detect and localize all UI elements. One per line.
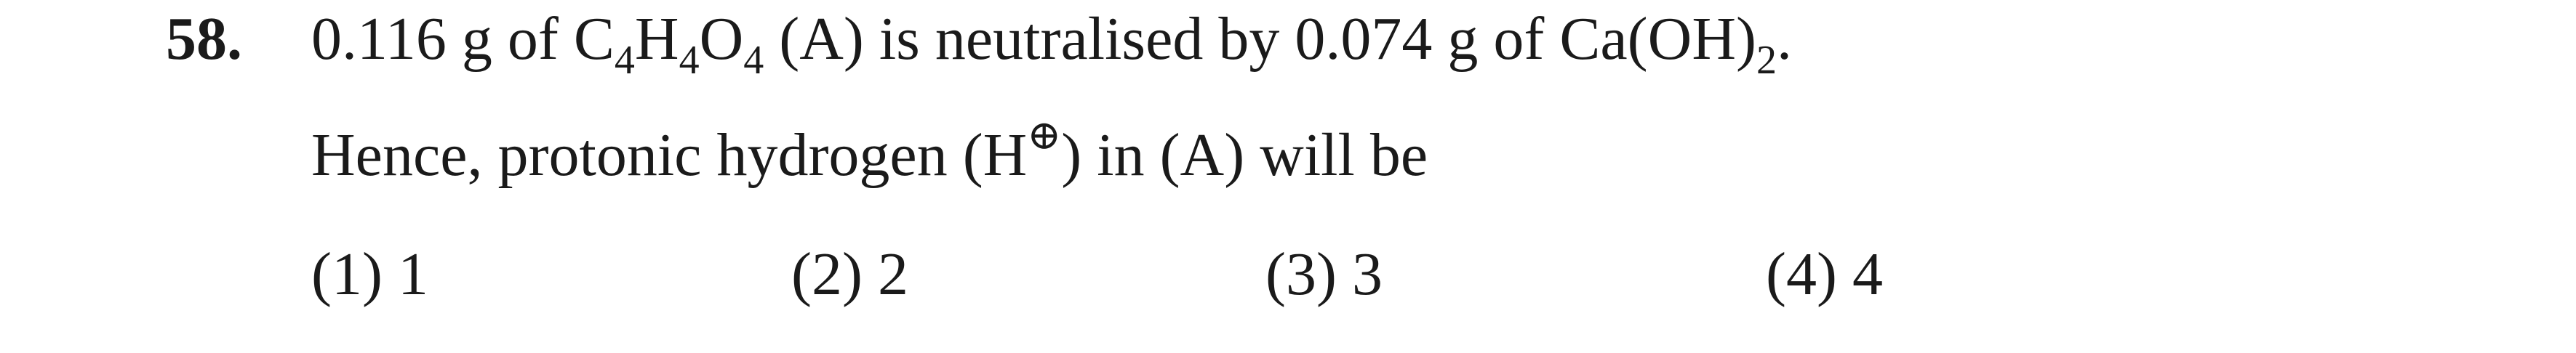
statement-text: (A) is neutralised by 0.074 g of Ca(OH) [764,5,1756,73]
option-2[interactable]: (2) 2 [791,240,908,308]
subscript: 4 [743,38,764,83]
subscript: 2 [1756,38,1777,83]
statement-text: ) in (A) will be [1061,121,1428,189]
subscript: 4 [679,38,700,83]
statement-text: Hence, protonic hydrogen (H [311,121,1028,189]
statement-text: O [699,5,744,73]
option-1[interactable]: (1) 1 [311,240,428,308]
statement-text: 0.116 g of C [311,5,615,73]
option-4[interactable]: (4) 4 [1766,240,1883,308]
superscript-plus: ⊕ [1027,113,1062,158]
question-statement-line-2 [311,113,1428,189]
question-number: 58. [166,5,242,73]
statement-text: . [1776,5,1792,73]
option-3[interactable]: (3) 3 [1265,240,1383,308]
statement-text: H [634,5,679,73]
question-statement-line-1 [311,5,1792,83]
subscript: 4 [614,38,635,83]
